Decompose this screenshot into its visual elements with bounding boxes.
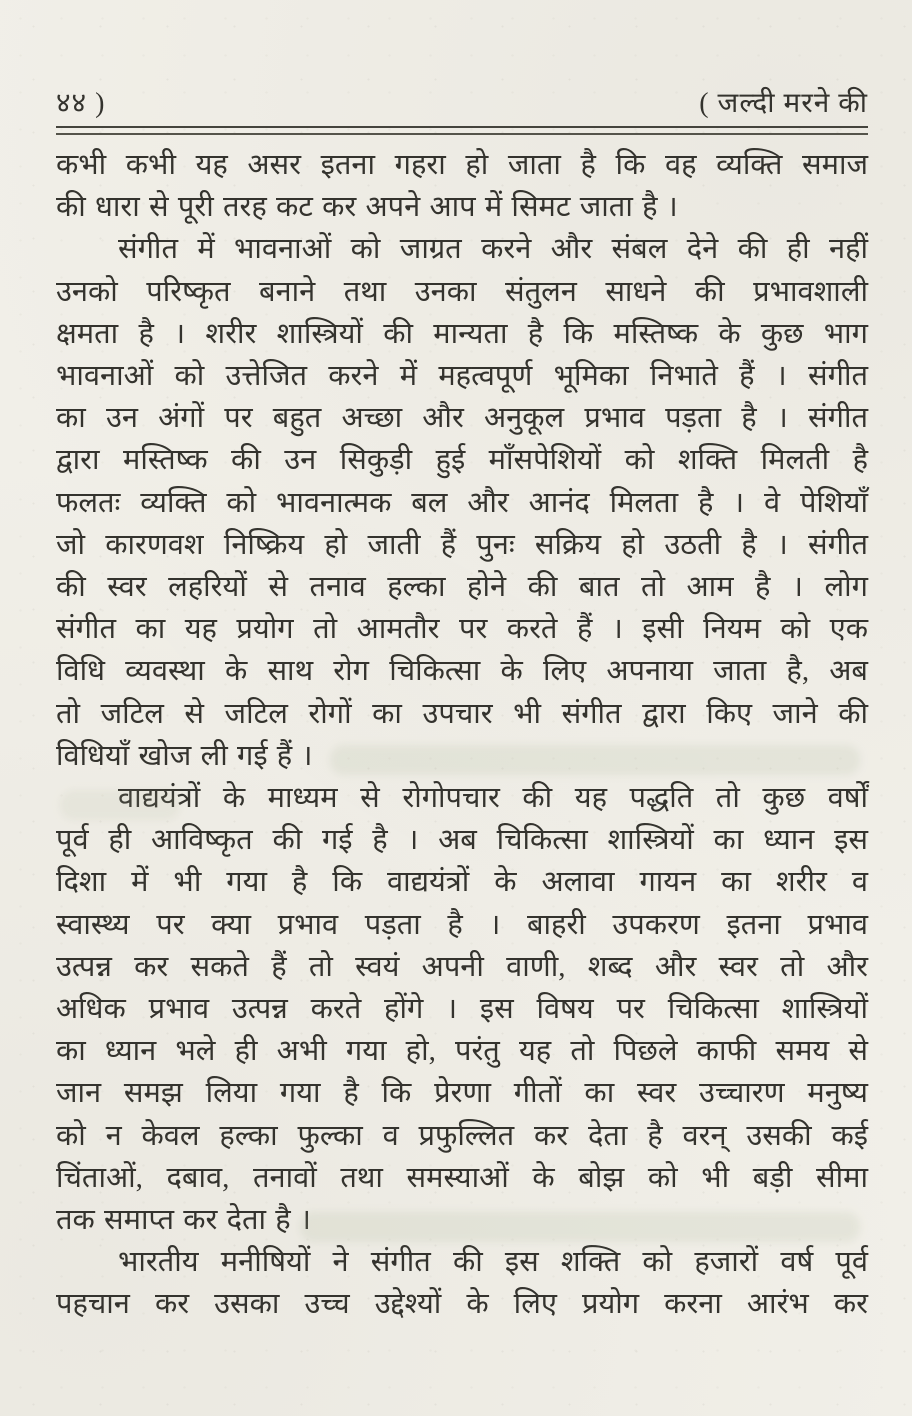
text-line: तक समाप्त कर देता है । xyxy=(56,1204,311,1237)
text-line: विधियाँ खोज ली गई हैं । xyxy=(56,739,313,772)
text-line: संगीत में भावनाओं को जाग्रत करने और संबल देने की ही नहीं xyxy=(118,233,868,266)
paragraph xyxy=(56,1241,868,1325)
text-line: जान समझ लिया गया है कि प्रेरणा गीतों का स्वर उच्चारण मनुष्य xyxy=(56,1077,868,1110)
text-line: अधिक प्रभाव उत्पन्न करते होंगे । इस विषय पर चिकित्सा शास्त्रियों xyxy=(56,993,868,1026)
text-line: कभी कभी यह असर इतना गहरा हो जाता है कि वह व्यक्ति समाज xyxy=(56,149,868,181)
text-line: संगीत का यह प्रयोग तो आमतौर पर करते हैं । इसी नियम को एक xyxy=(56,613,868,646)
text-line: की धारा से पूरी तरह कट कर अपने आप में सिमट जाता है । xyxy=(56,191,678,224)
text-line: पहचान कर उसका उच्च उद्देश्यों के लिए प्रयोग करना आरंभ कर xyxy=(56,1288,868,1321)
header-rule xyxy=(56,126,868,135)
text-line: का उन अंगों पर बहुत अच्छा और अनुकूल प्रभाव पड़ता है । संगीत xyxy=(56,402,868,435)
text-line: का ध्यान भले ही अभी गया हो, परंतु यह तो पिछले काफी समय से xyxy=(56,1035,868,1068)
folio-number: ४४ ) xyxy=(56,88,106,119)
text-line: वाद्ययंत्रों के माध्यम से रोगोपचार की यह पद्धति तो कुछ वर्षों xyxy=(118,782,868,815)
page-body xyxy=(56,144,868,1326)
text-line: को न केवल हल्का फुल्का व प्रफुल्लित कर देता है वरन् उसकी कई xyxy=(56,1119,868,1152)
text-line: पूर्व ही आविष्कृत की गई है । अब चिकित्सा शास्त्रियों का ध्यान इस xyxy=(56,824,868,857)
text-line: विधि व्यवस्था के साथ रोग चिकित्सा के लिए अपनाया जाता है, अब xyxy=(56,655,868,688)
text-line: भावनाओं को उत्तेजित करने में महत्वपूर्ण भूमिका निभाते हैं । संगीत xyxy=(56,360,868,393)
paragraph xyxy=(56,228,868,777)
text-line: दिशा में भी गया है कि वाद्ययंत्रों के अलावा गायन का शरीर व xyxy=(56,866,868,899)
text-line: उनको परिष्कृत बनाने तथा उनका संतुलन साधने की प्रभावशाली xyxy=(56,275,868,308)
text-line: क्षमता है । शरीर शास्त्रियों की मान्यता है कि मस्तिष्क के कुछ भाग xyxy=(56,317,868,350)
text-line: चिंताओं, दबाव, तनावों तथा समस्याओं के बोझ को भी बड़ी सीमा xyxy=(56,1161,868,1194)
text-line: उत्पन्न कर सकते हैं तो स्वयं अपनी वाणी, शब्द और स्वर तो और xyxy=(56,950,868,983)
paragraph xyxy=(56,144,868,228)
text-line: द्वारा मस्तिष्क की उन सिकुड़ी हुई माँसपेशियों को शक्ति मिलती है xyxy=(56,444,868,477)
text-line: तो जटिल से जटिल रोगों का उपचार भी संगीत द्वारा किए जाने की xyxy=(56,697,868,730)
running-title: ( जल्दी मरने की xyxy=(699,88,868,119)
text-line: जो कारणवश निष्क्रिय हो जाती हैं पुनः सक्रिय हो उठती है । संगीत xyxy=(56,528,868,561)
text-line: की स्वर लहरियों से तनाव हल्का होने की बात तो आम है । लोग xyxy=(56,571,868,604)
page-header xyxy=(56,86,868,122)
text-line: फलतः व्यक्ति को भावनात्मक बल और आनंद मिलता है । वे पेशियाँ xyxy=(56,486,868,519)
text-line: भारतीय मनीषियों ने संगीत की इस शक्ति को हजारों वर्ष पूर्व xyxy=(118,1246,868,1279)
text-line: स्वास्थ्य पर क्या प्रभाव पड़ता है । बाहरी उपकरण इतना प्रभाव xyxy=(56,908,868,941)
paragraph xyxy=(56,777,868,1241)
